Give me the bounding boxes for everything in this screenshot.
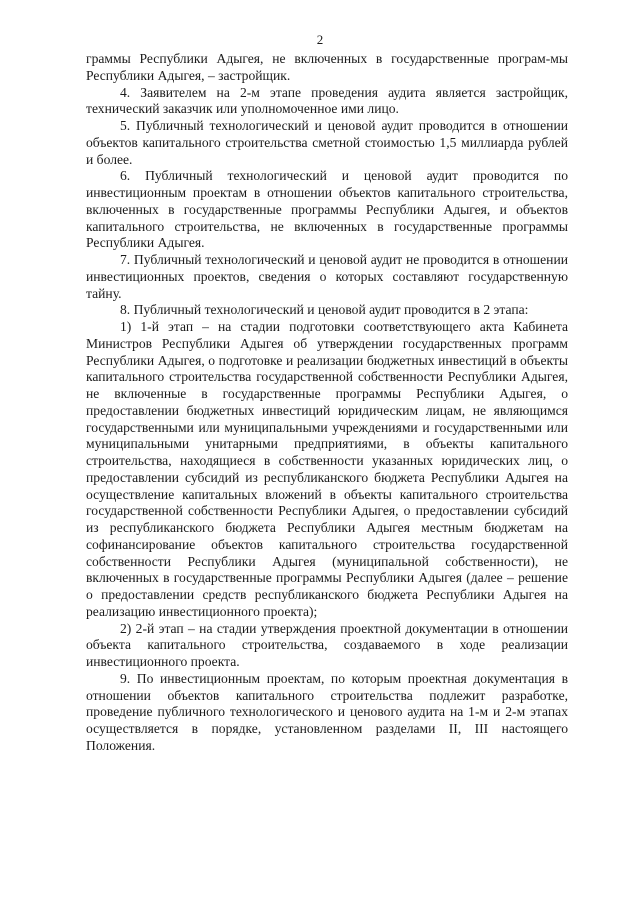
paragraph-5: 5. Публичный технологический и ценовой аудит проводится в отношении объектов капитального строительства сметной стоимостью 1,5 миллиарда рублей и более. bbox=[86, 118, 568, 167]
paragraph-8-item-1: 1) 1-й этап – на стадии подготовки соответствующего акта Кабинета Министров Республики Адыгея об утверждении государственных программ Республики Адыгея, о подготовке и реализации бюджетных инвестиций в объекты капитального строительства государственной собственности Республики Адыгея, не включенные в государственные программы Республики Адыгея, о предоставлении бюджетных инвестиций юридическим лицам, не являющимся государственными или муниципальными учреждениями и государственными или муниципальными унитарными предприятиями, в объекты капитального строительства, находящиеся в собственности указанных юридических лиц, о предоставлении субсидий из республиканского бюджета Республики Адыгея на осуществление капитальных вложений в объекты капитального строительства государственной собственности Республики Адыгея, о предоставлении субсидий из республиканского бюджета Республики Адыгея местным бюджетам на софинансирование объектов капитального строительства государственной собственности Республики Адыгея (муниципальной собственности), не включенных в государственные программы Республики Адыгея (далее – решение о предоставлении средств республиканского бюджета Республики Адыгея на реализацию инвестиционного проекта); bbox=[86, 319, 568, 619]
paragraph-7: 7. Публичный технологический и ценовой аудит не проводится в отношении инвестиционных проектов, сведения о которых составляют государственную тайну. bbox=[86, 252, 568, 301]
paragraph-8-item-2: 2) 2-й этап – на стадии утверждения проектной документации в отношении объекта капитального строительства, создаваемого в ходе реализации инвестиционного проекта. bbox=[86, 620, 568, 669]
paragraph-6: 6. Публичный технологический и ценовой аудит проводится по инвестиционным проектам в отношении объектов капитального строительства, включенных в государственные программы Республики Адыгея, и объектов капитального строительства, не включенных в государственные программы Республики Адыгея. bbox=[86, 168, 568, 251]
paragraph-8: 8. Публичный технологический и ценовой аудит проводится в 2 этапа: bbox=[120, 302, 529, 318]
paragraph-4: 4. Заявителем на 2-м этапе проведения аудита является застройщик, технический заказчик или уполномоченное ими лицо. bbox=[86, 84, 568, 117]
paragraph-continuation: граммы Республики Адыгея, не включенных в государственные програм-мы Республики Адыгея, – застройщик. bbox=[86, 51, 568, 83]
paragraph-9: 9. По инвестиционным проектам, по которым проектная документация в отношении объектов капитального строительства подлежит разработке, проведение публичного технологического и ценового аудита на 1-м и 2-м этапах осуществляется в порядке, установленном разделами II, III настоящего Положения. bbox=[86, 670, 568, 753]
document-body bbox=[86, 51, 568, 755]
page-number: 2 bbox=[316, 32, 324, 47]
